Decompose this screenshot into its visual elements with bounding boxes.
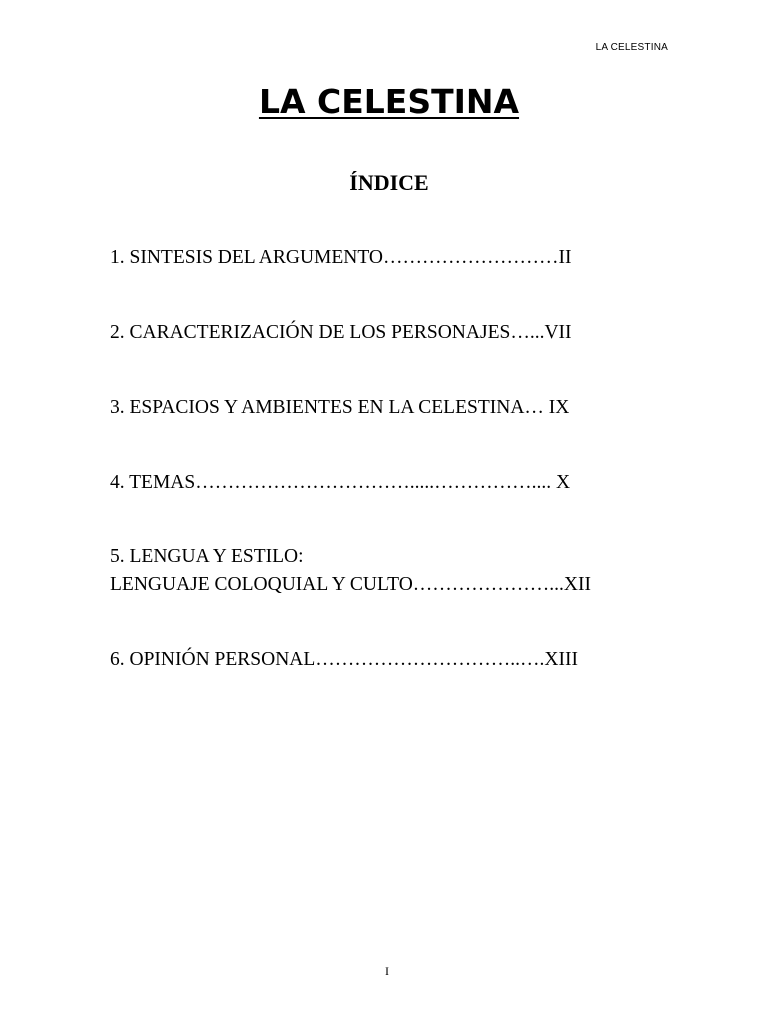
toc-entry-text: 5. LENGUA Y ESTILO: — [110, 546, 304, 567]
toc-entry-text: 4. TEMAS…………………………….....…………….... X — [110, 472, 571, 493]
toc-entry-text: 2. CARACTERIZACIÓN DE LOS PERSONAJES…...VII — [110, 322, 572, 343]
toc-entry-temas — [110, 469, 570, 497]
toc-entry-text: 1. SINTESIS DEL ARGUMENTO………………………II — [110, 247, 572, 268]
running-header: LA CELESTINA — [595, 42, 668, 53]
toc-entry-lengua-estilo — [110, 543, 591, 599]
toc-entry-text: 6. OPINIÓN PERSONAL…………………………..….XIII — [110, 649, 578, 670]
toc-entry-personajes — [110, 319, 572, 347]
document-title: LA CELESTINA — [258, 82, 520, 121]
toc-entry-opinion — [110, 646, 578, 674]
toc-entry-espacios — [110, 394, 569, 422]
index-heading: ÍNDICE — [349, 170, 429, 195]
toc-entry-subtext: LENGUAJE COLOQUIAL Y CULTO…………………...XII — [110, 574, 591, 595]
toc-entry-argumento — [110, 244, 572, 272]
page-number: I — [385, 964, 389, 978]
toc-entry-text: 3. ESPACIOS Y AMBIENTES EN LA CELESTINA… IX — [110, 397, 570, 418]
